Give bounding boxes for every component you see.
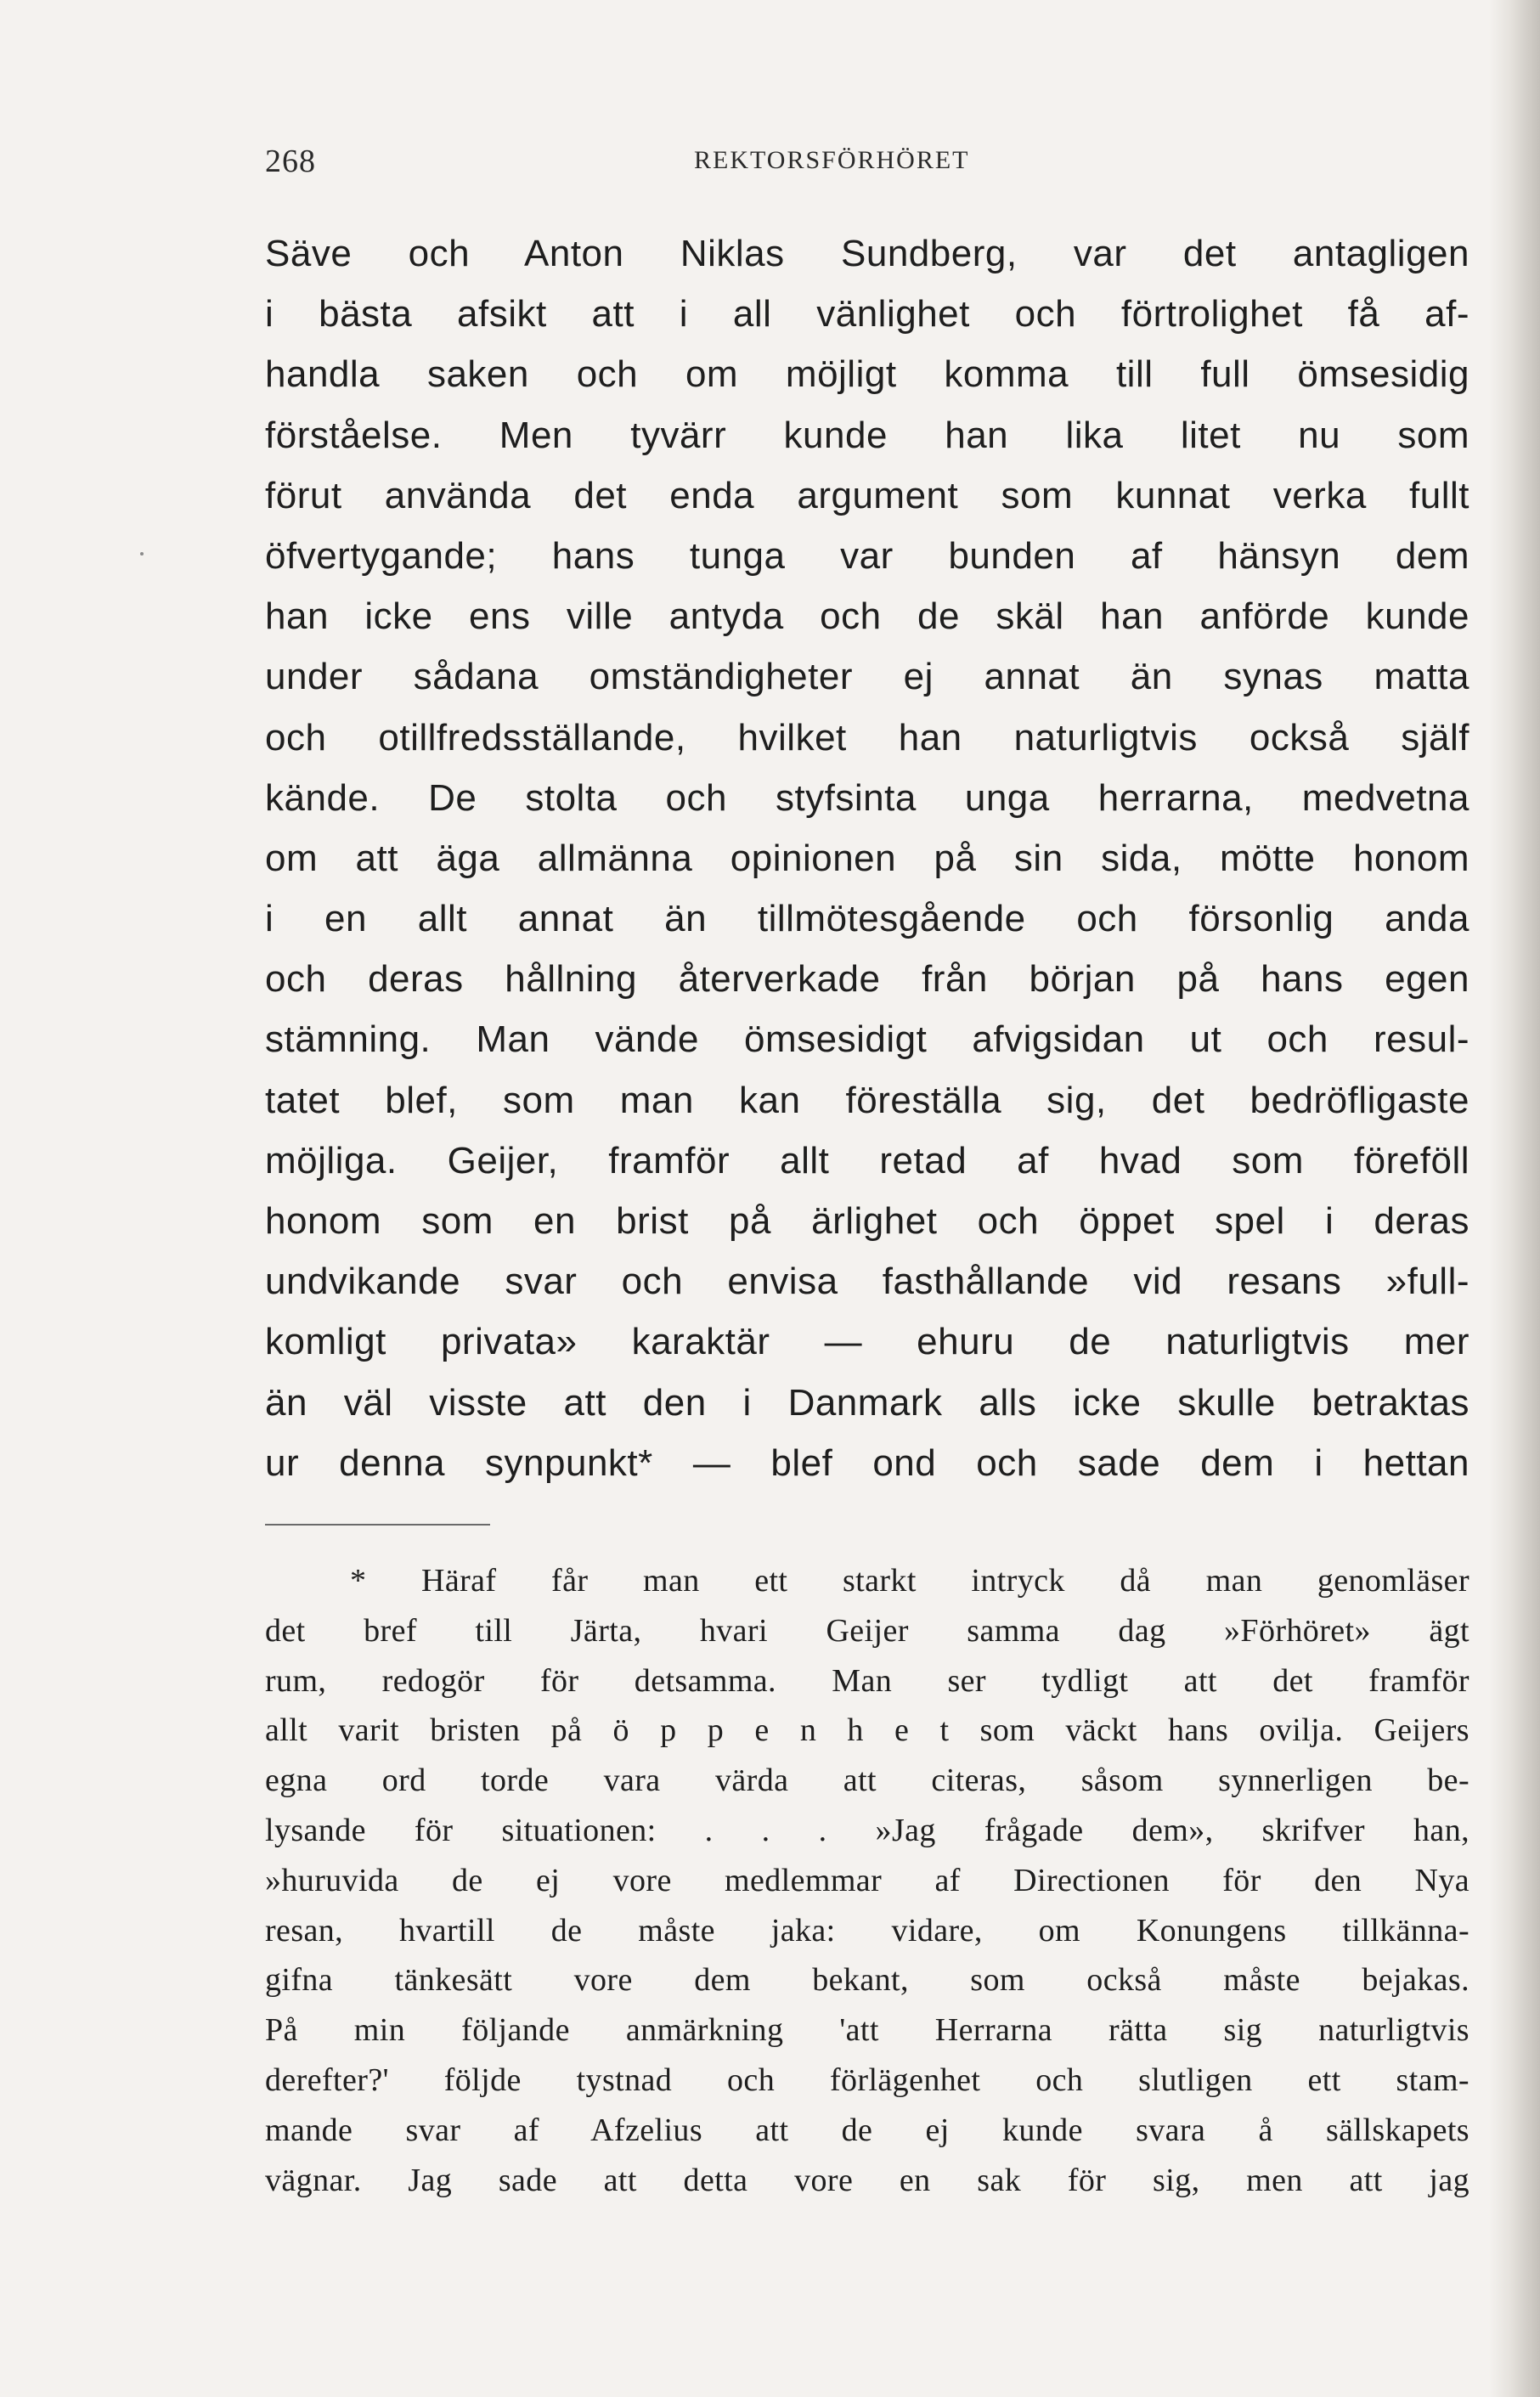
body-line: än väl visste att den i Danmark alls icke skulle betraktas bbox=[265, 1381, 1469, 1424]
body-line: förut använda det enda argument som kunnat verka fullt bbox=[265, 474, 1469, 516]
footnote-line: mande svar af Afzelius att de ej kunde svara å sällskapets bbox=[265, 2112, 1469, 2148]
footnote-line: egna ord torde vara värda att citeras, såsom synnerligen be- bbox=[265, 1762, 1469, 1799]
body-line: Säve och Anton Niklas Sundberg, var det antagligen bbox=[265, 233, 1469, 274]
body-line: under sådana omständigheter ej annat än synas matta bbox=[265, 656, 1469, 698]
body-line: öfvertygande; hans tunga var bunden af hänsyn dem bbox=[265, 534, 1469, 577]
page-header bbox=[265, 143, 1463, 185]
body-line: honom som en brist på ärlighet och öppet spel i deras bbox=[265, 1200, 1469, 1242]
body-line: han icke ens ville antyda och de skäl han anförde kunde bbox=[265, 595, 1469, 638]
footnote-rule bbox=[265, 1524, 490, 1526]
footnote-line: det bref till Järta, hvari Geijer samma dag »Förhöret» ägt bbox=[265, 1612, 1469, 1649]
footnote-line: vägnar. Jag sade att detta vore en sak för sig, men att jag bbox=[265, 2162, 1469, 2198]
body-text bbox=[265, 223, 1469, 1493]
body-line: komligt privata» karaktär — ehuru de naturligtvis mer bbox=[265, 1321, 1469, 1363]
footnote-line: På min följande anmärkning 'att Herrarna rätta sig naturligtvis bbox=[265, 2012, 1469, 2049]
page-number: 268 bbox=[265, 144, 316, 179]
body-line: tatet blef, som man kan föreställa sig, det bedröfligaste bbox=[265, 1079, 1469, 1121]
running-title: REKTORSFÖRHÖRET bbox=[694, 146, 970, 174]
body-line: stämning. Man vände ömsesidigt afvigsidan ut och resul- bbox=[265, 1018, 1469, 1061]
footnote-line: rum, redogör för detsamma. Man ser tydligt att det framför bbox=[265, 1662, 1469, 1699]
margin-speck bbox=[140, 552, 144, 556]
body-line: kände. De stolta och styfsinta unga herrarna, medvetna bbox=[265, 776, 1469, 819]
footnote-line: resan, hvartill de måste jaka: vidare, om Konungens tillkänna- bbox=[265, 1912, 1469, 1949]
footnote-line: * Häraf får man ett starkt intryck då man genomläser bbox=[350, 1563, 1469, 1599]
body-line: förståelse. Men tyvärr kunde han lika litet nu som bbox=[265, 414, 1469, 456]
body-line: handla saken och om möjligt komma till full ömsesidig bbox=[265, 353, 1469, 396]
footnote-line: lysande för situationen: . . . »Jag frågade dem», skrifver han, bbox=[265, 1812, 1469, 1848]
footnote-line: gifna tänkesätt vore dem bekant, som också måste bejakas. bbox=[265, 1962, 1469, 1999]
body-line: ur denna synpunkt* — blef ond och sade dem i hettan bbox=[265, 1441, 1469, 1484]
page-edge-shadow bbox=[1489, 0, 1540, 2397]
footnote bbox=[265, 1556, 1469, 2205]
body-line: och deras hållning återverkade från början på hans egen bbox=[265, 958, 1469, 1001]
body-line: undvikande svar och envisa fasthållande vid resans »full- bbox=[265, 1261, 1469, 1303]
footnote-line: derefter?' följde tystnad och förlägenhet och slutligen ett stam- bbox=[265, 2061, 1469, 2098]
body-line: om att äga allmänna opinionen på sin sida, mötte honom bbox=[265, 837, 1469, 879]
body-line: möjliga. Geijer, framför allt retad af hvad som föreföll bbox=[265, 1139, 1469, 1182]
footnote-line: »huruvida de ej vore medlemmar af Directionen för den Nya bbox=[265, 1862, 1469, 1898]
body-line: i en allt annat än tillmötesgående och försonlig anda bbox=[265, 898, 1469, 940]
body-line: och otillfredsställande, hvilket han naturligtvis också själf bbox=[265, 716, 1469, 759]
body-line: i bästa afsikt att i all vänlighet och förtrolighet få af- bbox=[265, 293, 1469, 336]
footnote-line: allt varit bristen på ö p p e n h e t som väckt hans ovilja. Geijers bbox=[265, 1712, 1469, 1749]
